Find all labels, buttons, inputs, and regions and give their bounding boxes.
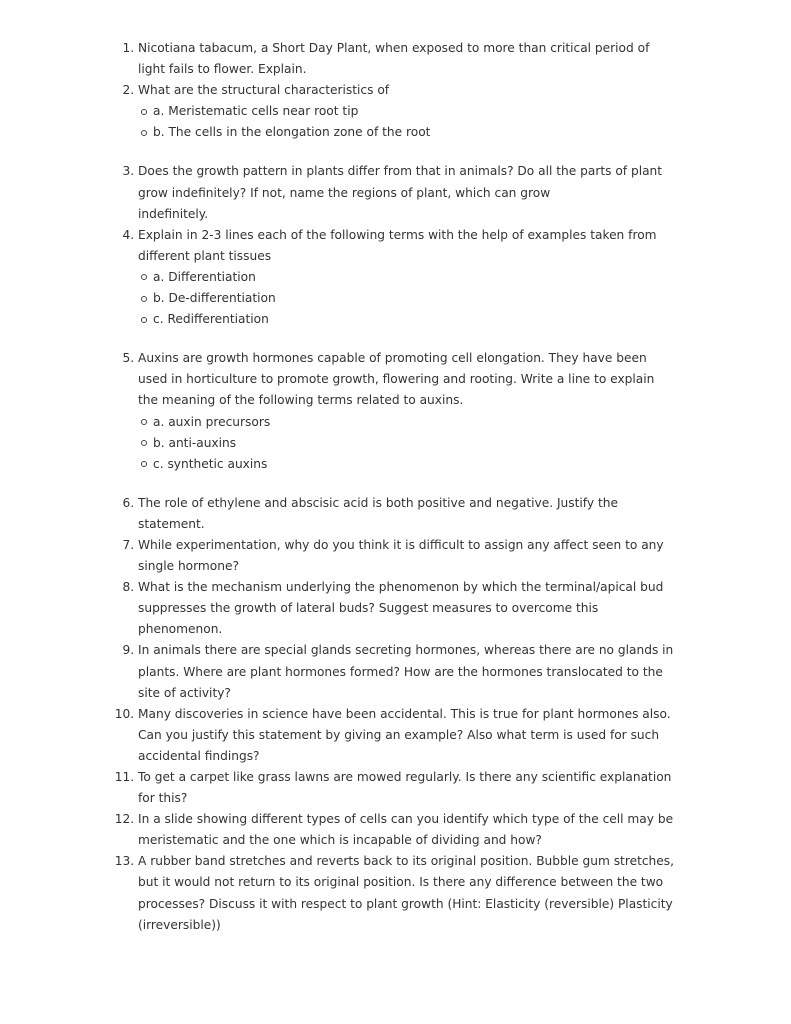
question-text: While experimentation, why do you think it is difficult to assign any affect seen to any single hormone? — [138, 537, 664, 574]
question-item-10 — [138, 704, 678, 767]
question-text: Explain in 2-3 lines each of the following terms with the help of examples taken from different plant tissues — [138, 227, 657, 263]
question-text: Auxins are growth hormones capable of promoting cell elongation. They have been used in horticulture to promote growth, flowering and rooting. Write a line to explain the meaning of the following terms related to auxins. — [138, 351, 655, 408]
question-item-12 — [138, 809, 678, 851]
sub-item — [153, 433, 678, 454]
question-text: Does the growth pattern in plants differ from that in animals? Do all the parts of plant grow indefinitely? If not, name the regions of plant, which can grow — [138, 164, 663, 200]
circle-bullet-icon — [141, 130, 147, 136]
question-text: Nicotiana tabacum, a Short Day Plant, when exposed to more than critical period of light fails to flower. Explain. — [138, 41, 650, 77]
sub-item-list — [138, 101, 678, 143]
sub-item-text: a. Meristematic cells near root tip — [153, 104, 359, 119]
question-text-continued: indefinitely. — [138, 206, 209, 221]
question-text: In a slide showing different types of cells can you identify which type of the cell may be meristematic and the one which is incapable of dividing and how? — [138, 812, 674, 848]
circle-bullet-icon — [141, 440, 147, 446]
question-item-4 — [138, 225, 678, 330]
sub-item-text: b. anti-auxins — [153, 435, 237, 450]
sub-item-text: b. The cells in the elongation zone of the root — [153, 125, 431, 140]
question-text: In animals there are special glands secreting hormones, whereas there are no glands in plants. Where are plant hormones formed? How are the hormones translocated to the site of activity? — [138, 643, 674, 700]
sub-item — [153, 412, 678, 433]
question-item-11 — [138, 767, 678, 809]
question-item-7 — [138, 535, 678, 577]
circle-bullet-icon — [141, 274, 147, 280]
question-item-8 — [138, 577, 678, 640]
question-text: A rubber band stretches and reverts back to its original position. Bubble gum stretches, but it would not return to its original position. Is there any difference between the two processes? Discuss it with respect to plant growth (Hint: Elasticity (reversible) Plasticity (irreversible)) — [138, 854, 675, 932]
question-item-5 — [138, 348, 678, 475]
question-text: What are the structural characteristics of — [138, 83, 390, 98]
question-text: Many discoveries in science have been accidental. This is true for plant hormones also. Can you justify this statement by giving an example? Also what term is used for such accidental findings? — [138, 706, 671, 763]
sub-item — [153, 309, 678, 330]
question-item-2 — [138, 80, 678, 143]
sub-item-text: a. auxin precursors — [153, 414, 271, 429]
circle-bullet-icon — [141, 419, 147, 425]
question-item-3 — [138, 161, 678, 224]
question-text: What is the mechanism underlying the phenomenon by which the terminal/apical bud suppresses the growth of lateral buds? Suggest measures to overcome this phenomenon. — [138, 580, 664, 637]
question-item-9 — [138, 640, 678, 703]
sub-item — [153, 101, 678, 122]
circle-bullet-icon — [141, 317, 147, 323]
sub-item-text: c. Redifferentiation — [153, 312, 269, 327]
question-text: The role of ethylene and abscisic acid is both positive and negative. Justify the statement. — [138, 495, 618, 531]
sub-item-text: b. De-differentiation — [153, 291, 276, 306]
circle-bullet-icon — [141, 109, 147, 115]
sub-item — [153, 288, 678, 309]
circle-bullet-icon — [141, 461, 147, 467]
sub-item-text: c. synthetic auxins — [153, 456, 268, 471]
question-list — [138, 38, 678, 936]
circle-bullet-icon — [141, 296, 147, 302]
sub-item-text: a. Differentiation — [153, 269, 256, 284]
sub-item-list — [138, 267, 678, 330]
sub-item — [153, 454, 678, 475]
question-text: To get a carpet like grass lawns are mowed regularly. Is there any scientific explanation for this? — [138, 770, 672, 806]
question-item-13 — [138, 851, 678, 935]
question-item-1 — [138, 38, 678, 80]
sub-item — [153, 122, 678, 143]
question-item-6 — [138, 493, 678, 535]
sub-item — [153, 267, 678, 288]
sub-item-list — [138, 412, 678, 475]
